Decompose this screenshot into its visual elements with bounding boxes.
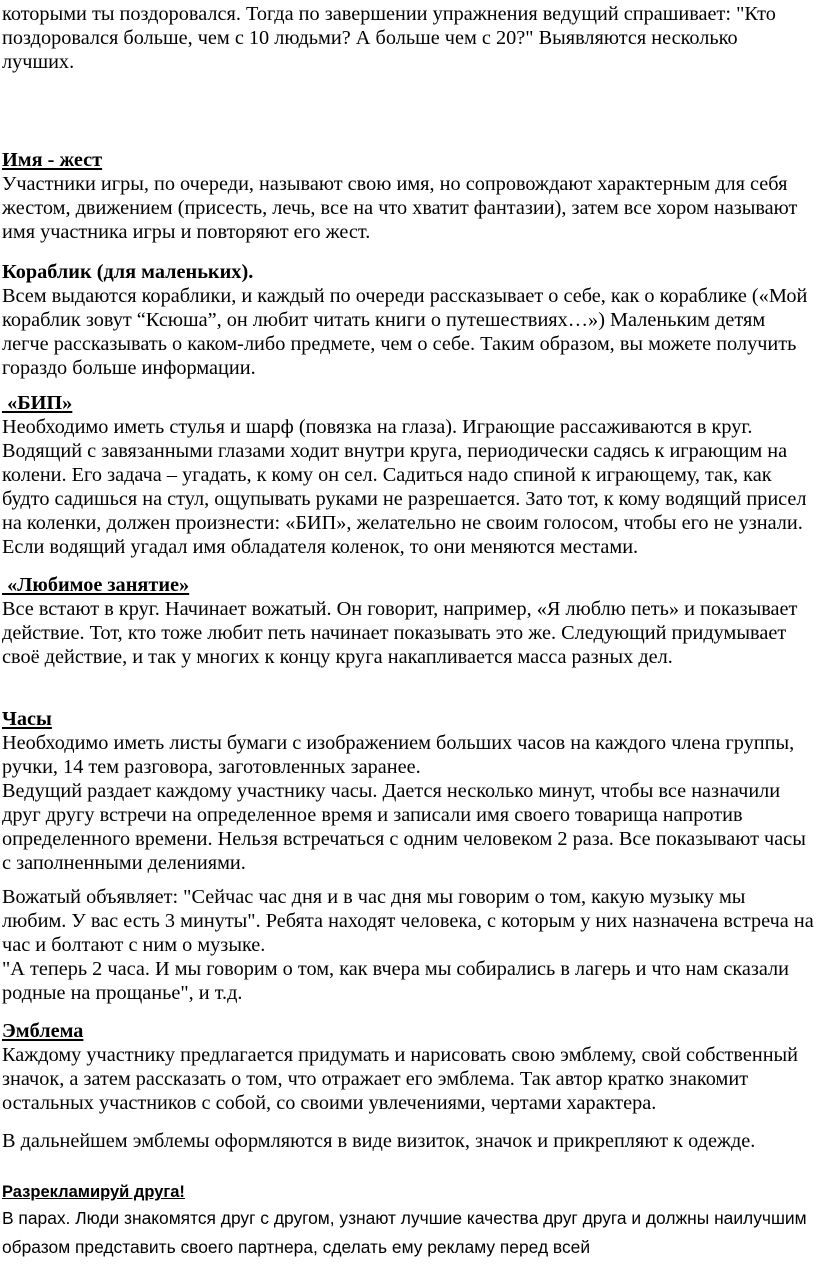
section-body-clock-3: Вожатый объявляет: "Сейчас час дня и в час дня мы говорим о том, какую музыку мы любим. У вас есть 3 минуты". Ребята находят человека, с которым у них назначена встреча на час и болтают с ним о музыке. (2, 886, 814, 956)
section-title-clock: Часы (2, 708, 52, 730)
section-body-beep: Необходимо иметь стулья и шарф (повязка на глаза). Играющие рассаживаются в круг. Водящий с завязанными глазами ходит внутри круга, периодически садясь к играющим на колени. Его задача – угадать, к кому он сел. Садиться надо спиной к играющему, так, как будто садишься на стул, ощупывать руками не разрешается. Зато тот, к кому водящий присел на коленки, должен произнести: «БИП», желательно не своим голосом, чтобы его не узнали. Если водящий угадал имя обладателя коленок, то они меняются местами. (2, 416, 807, 558)
section-body-emblem-2: В дальнейшем эмблемы оформляются в виде визиток, значок и прикрепляют к одежде. (2, 1130, 756, 1152)
section-beep (2, 391, 814, 559)
section-body-hobby: Все встают в круг. Начинает вожатый. Он говорит, например, «Я люблю петь» и показывает действие. Тот, кто тоже любит петь начинает показывать это же. Следующий придумывает своё действие, и так у многих к концу круга накапливается масса разных дел. (2, 598, 798, 668)
section-title-emblem: Эмблема (2, 1020, 84, 1042)
section-body-clock-4: "А теперь 2 часа. И мы говорим о том, как вчера мы собирались в лагерь и что нам сказали родные на прощанье", и т.д. (2, 958, 790, 1004)
section-name-gesture (2, 148, 814, 244)
intro-block (2, 2, 814, 74)
intro-paragraph: которыми ты поздоровался. Тогда по завершении упражнения ведущий спрашивает: "Кто поздоровался больше, чем с 10 людьми? А больше чем с 20?" Выявляются несколько лучших. (2, 3, 776, 73)
section-title-hobby: «Любимое занятие» (2, 574, 190, 596)
section-clock-cont (2, 885, 814, 1005)
section-title-advertise: Разрекламируй друга! (2, 1183, 185, 1201)
section-boat (2, 260, 814, 380)
section-body-emblem-1: Каждому участнику предлагается придумать и нарисовать свою эмблему, свой собственный значок, а затем рассказать о том, что отражает его эмблема. Так автор кратко знакомит остальных участников с собой, со своими увлечениями, чертами характера. (2, 1044, 799, 1114)
section-emblem-cont (2, 1129, 814, 1153)
section-body-name-gesture: Участники игры, по очереди, называют свою имя, но сопровождают характерным для себя жестом, движением (присесть, лечь, все на что хватит фантазии), затем все хором называют имя участника игры и повторяют его жест. (2, 173, 798, 243)
section-body-boat: Всем выдаются кораблики, и каждый по очереди рассказывает о себе, как о кораблике («Мой кораблик зовут “Ксюша”, он любит читать книги о путешествиях…») Маленьким детям легче рассказывать о каком-либо предмете, чем о себе. Таким образом, вы можете получить гораздо больше информации. (2, 285, 808, 379)
section-clock (2, 707, 814, 875)
section-title-beep: «БИП» (2, 392, 73, 414)
section-title-boat: Кораблик (для маленьких). (2, 261, 254, 283)
section-body-clock-1: Необходимо иметь листы бумаги с изображением больших часов на каждого члена группы, ручки, 14 тем разговора, заготовленных заранее. (2, 732, 795, 778)
section-body-advertise: В парах. Люди знакомятся друг с другом, узнают лучшие качества друг друга и должны наилучшим образом представить своего партнера, сделать ему рекламу перед всей (2, 1208, 807, 1257)
section-advertise (2, 1180, 814, 1262)
section-emblem (2, 1019, 814, 1115)
section-hobby (2, 573, 814, 669)
section-body-clock-2: Ведущий раздает каждому участнику часы. Дается несколько минут, чтобы все назначили друг другу встречи на определенное время и записали имя своего товарища напротив определенного времени. Нельзя встречаться с одним человеком 2 раза. Все показывают часы с заполненными делениями. (2, 780, 806, 874)
section-title-name-gesture: Имя - жест (2, 149, 103, 171)
